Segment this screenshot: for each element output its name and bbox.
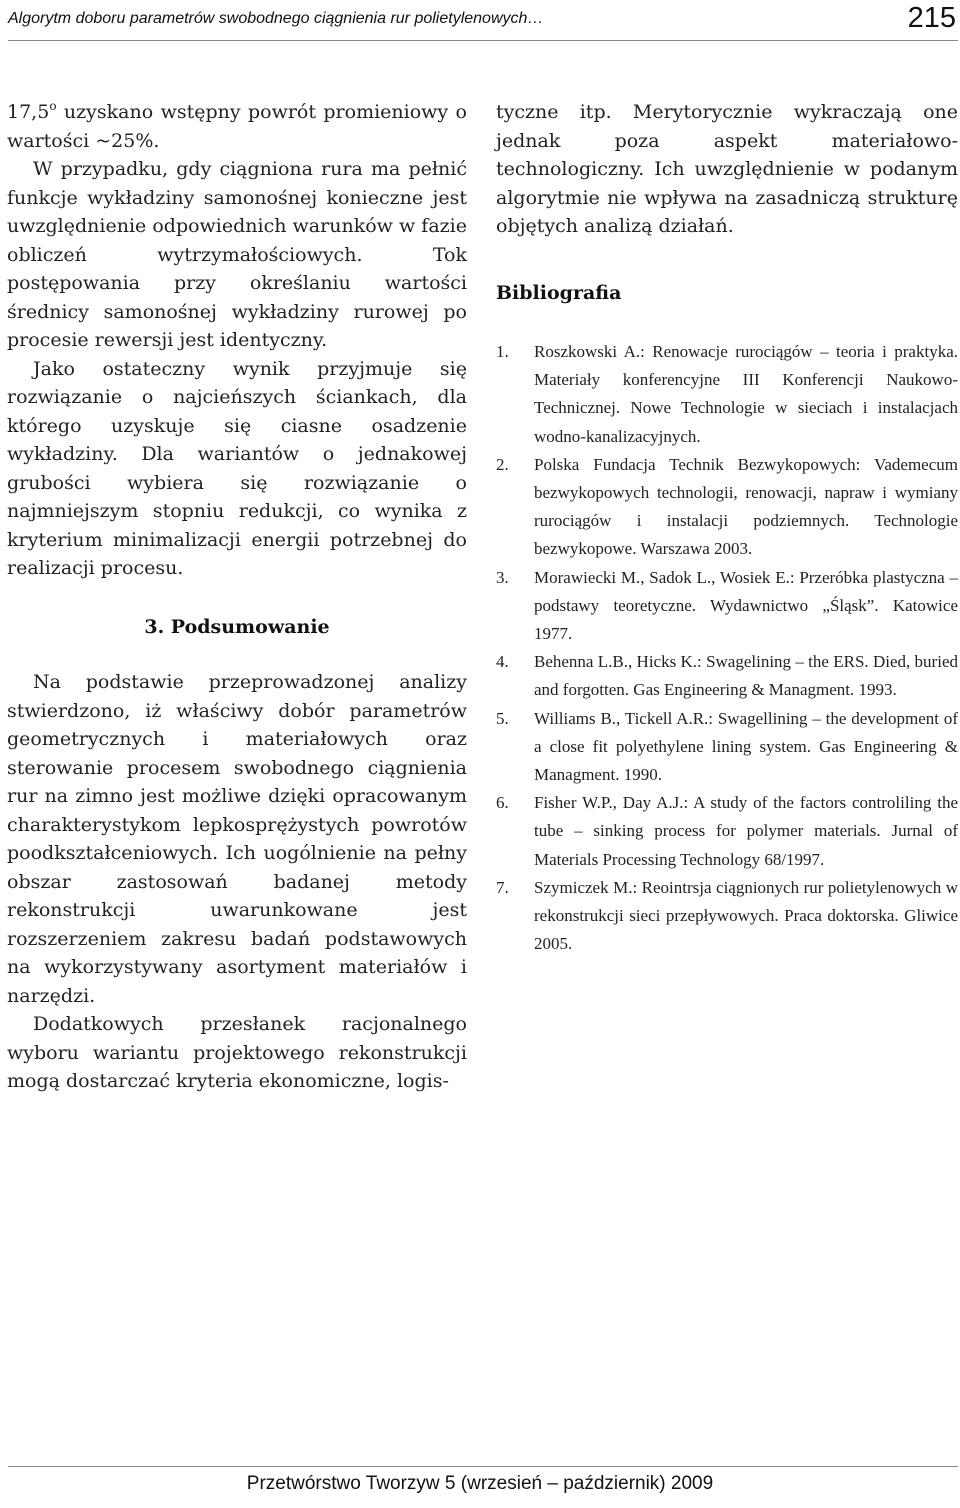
- paragraph: W przypadku, gdy ciągniona rura ma pełnić funkcje wykładziny samonośnej konieczne jest uwzględnienie odpowiednich warunków w fazie obliczeń wytrzymałościowych. Tok postępowania przy określaniu wartości średnicy samonośnej wykładziny rurowej po procesie rewersji jest identyczny.: [7, 158, 467, 351]
- bibliography-item: 1. Roszkowski A.: Renowacje rurociągów – teoria i praktyka. Materiały konferencyjne III Konferencji Naukowo-Technicznej. Nowe Technologie w sieciach i instalacjach wodno-kanalizacyjnych.: [496, 342, 958, 446]
- running-title: Algorytm doboru parametrów swobodnego ciągnienia rur polietylenowych…: [8, 10, 544, 27]
- right-column: [496, 98, 958, 958]
- running-header: [8, 0, 958, 41]
- paragraph: Dodatkowych przesłanek racjonalnego wyboru wariantu projektowego rekonstrukcji mogą dostarczać kryteria ekonomiczne, logis-: [7, 1013, 467, 1092]
- bibliography-item: 3. Morawiecki M., Sadok L., Wosiek E.: Przeróbka plastyczna – podstawy teoretyczne. Wydawnictwo „Śląsk”. Katowice 1977.: [496, 567, 958, 644]
- paragraph: 17,5$^o$ uzyskano wstępny powrót promieniowy o wartości ~25%.: [7, 99, 467, 152]
- bibliography-item: 2. Polska Fundacja Technik Bezwykopowych: Vademecum bezwykopowych technologii, renowacji, napraw i wymiany rurociągów i instalacji podziemnych. Technologie bezwykopowe. Warszawa 2003.: [496, 454, 958, 559]
- footer-divider: [8, 1466, 958, 1467]
- bibliography-item: 5. Williams B., Tickell A.R.: Swagellining – the development of a close fit polyethylene lining system. Gas Engineering & Managment. 1990.: [496, 708, 958, 785]
- running-footer: Przetwórstwo Tworzyw 5 (wrzesień – październik) 2009: [246, 1473, 714, 1494]
- bibliography-item: 4. Behenna L.B., Hicks K.: Swagelining – the ERS. Died, buried and forgotten. Gas Engineering & Managment. 1993.: [496, 652, 958, 700]
- paragraph: Jako ostateczny wynik przyjmuje się rozwiązanie o najcieńszych ściankach, dla którego uzyskuje się ciasne osadzenie wykładziny. Dla wariantów o jednakowej grubości wybiera się rozwiązanie o najmniejszym stopniu redukcji, co wynika z kryterium minimalizacji energii potrzebnej do realizacji procesu.: [7, 357, 467, 579]
- paragraph: Na podstawie przeprowadzonej analizy stwierdzono, iż właściwy dobór parametrów geometrycznych i materiałowych oraz sterowanie procesem swobodnego ciągnienia rur na zimno jest możliwe dzięki opracowanym charakterystykom lepkosprężystych powrotów poodkształceniowych. Ich uogólnienie na pełny obszar zastosowań badanej metody rekonstrukcji uwarunkowane jest rozszerzeniem zakresu badań podstawowych na wykorzystywany asortyment materiałów i narzędzi.: [7, 671, 467, 1007]
- section-heading: 3. Podsumowanie: [144, 615, 330, 638]
- bibliography-list: [496, 338, 958, 958]
- degree-superscript: o: [49, 99, 57, 113]
- left-column: [7, 98, 467, 1096]
- page-number: 215: [907, 2, 956, 34]
- bibliography-item: 7. Szymiczek M.: Reointrsja ciągnionych rur polietylenowych w rekonstrukcji sieci przepływowych. Praca doktorska. Gliwice 2005.: [496, 877, 958, 954]
- bibliography-heading: Bibliografia: [496, 281, 622, 304]
- paragraph: tyczne itp. Merytorycznie wykraczają one jednak poza aspekt materiałowo-technologiczny. Ich uwzględnienie w podanym algorytmie nie wpływa na zasadniczą strukturę objętych analizą działań.: [496, 101, 958, 237]
- bibliography-item: 6. Fisher W.P., Day A.J.: A study of the factors controliling the tube – sinking process for polymer materials. Jurnal of Materials Processing Technology 68/1997.: [496, 793, 958, 869]
